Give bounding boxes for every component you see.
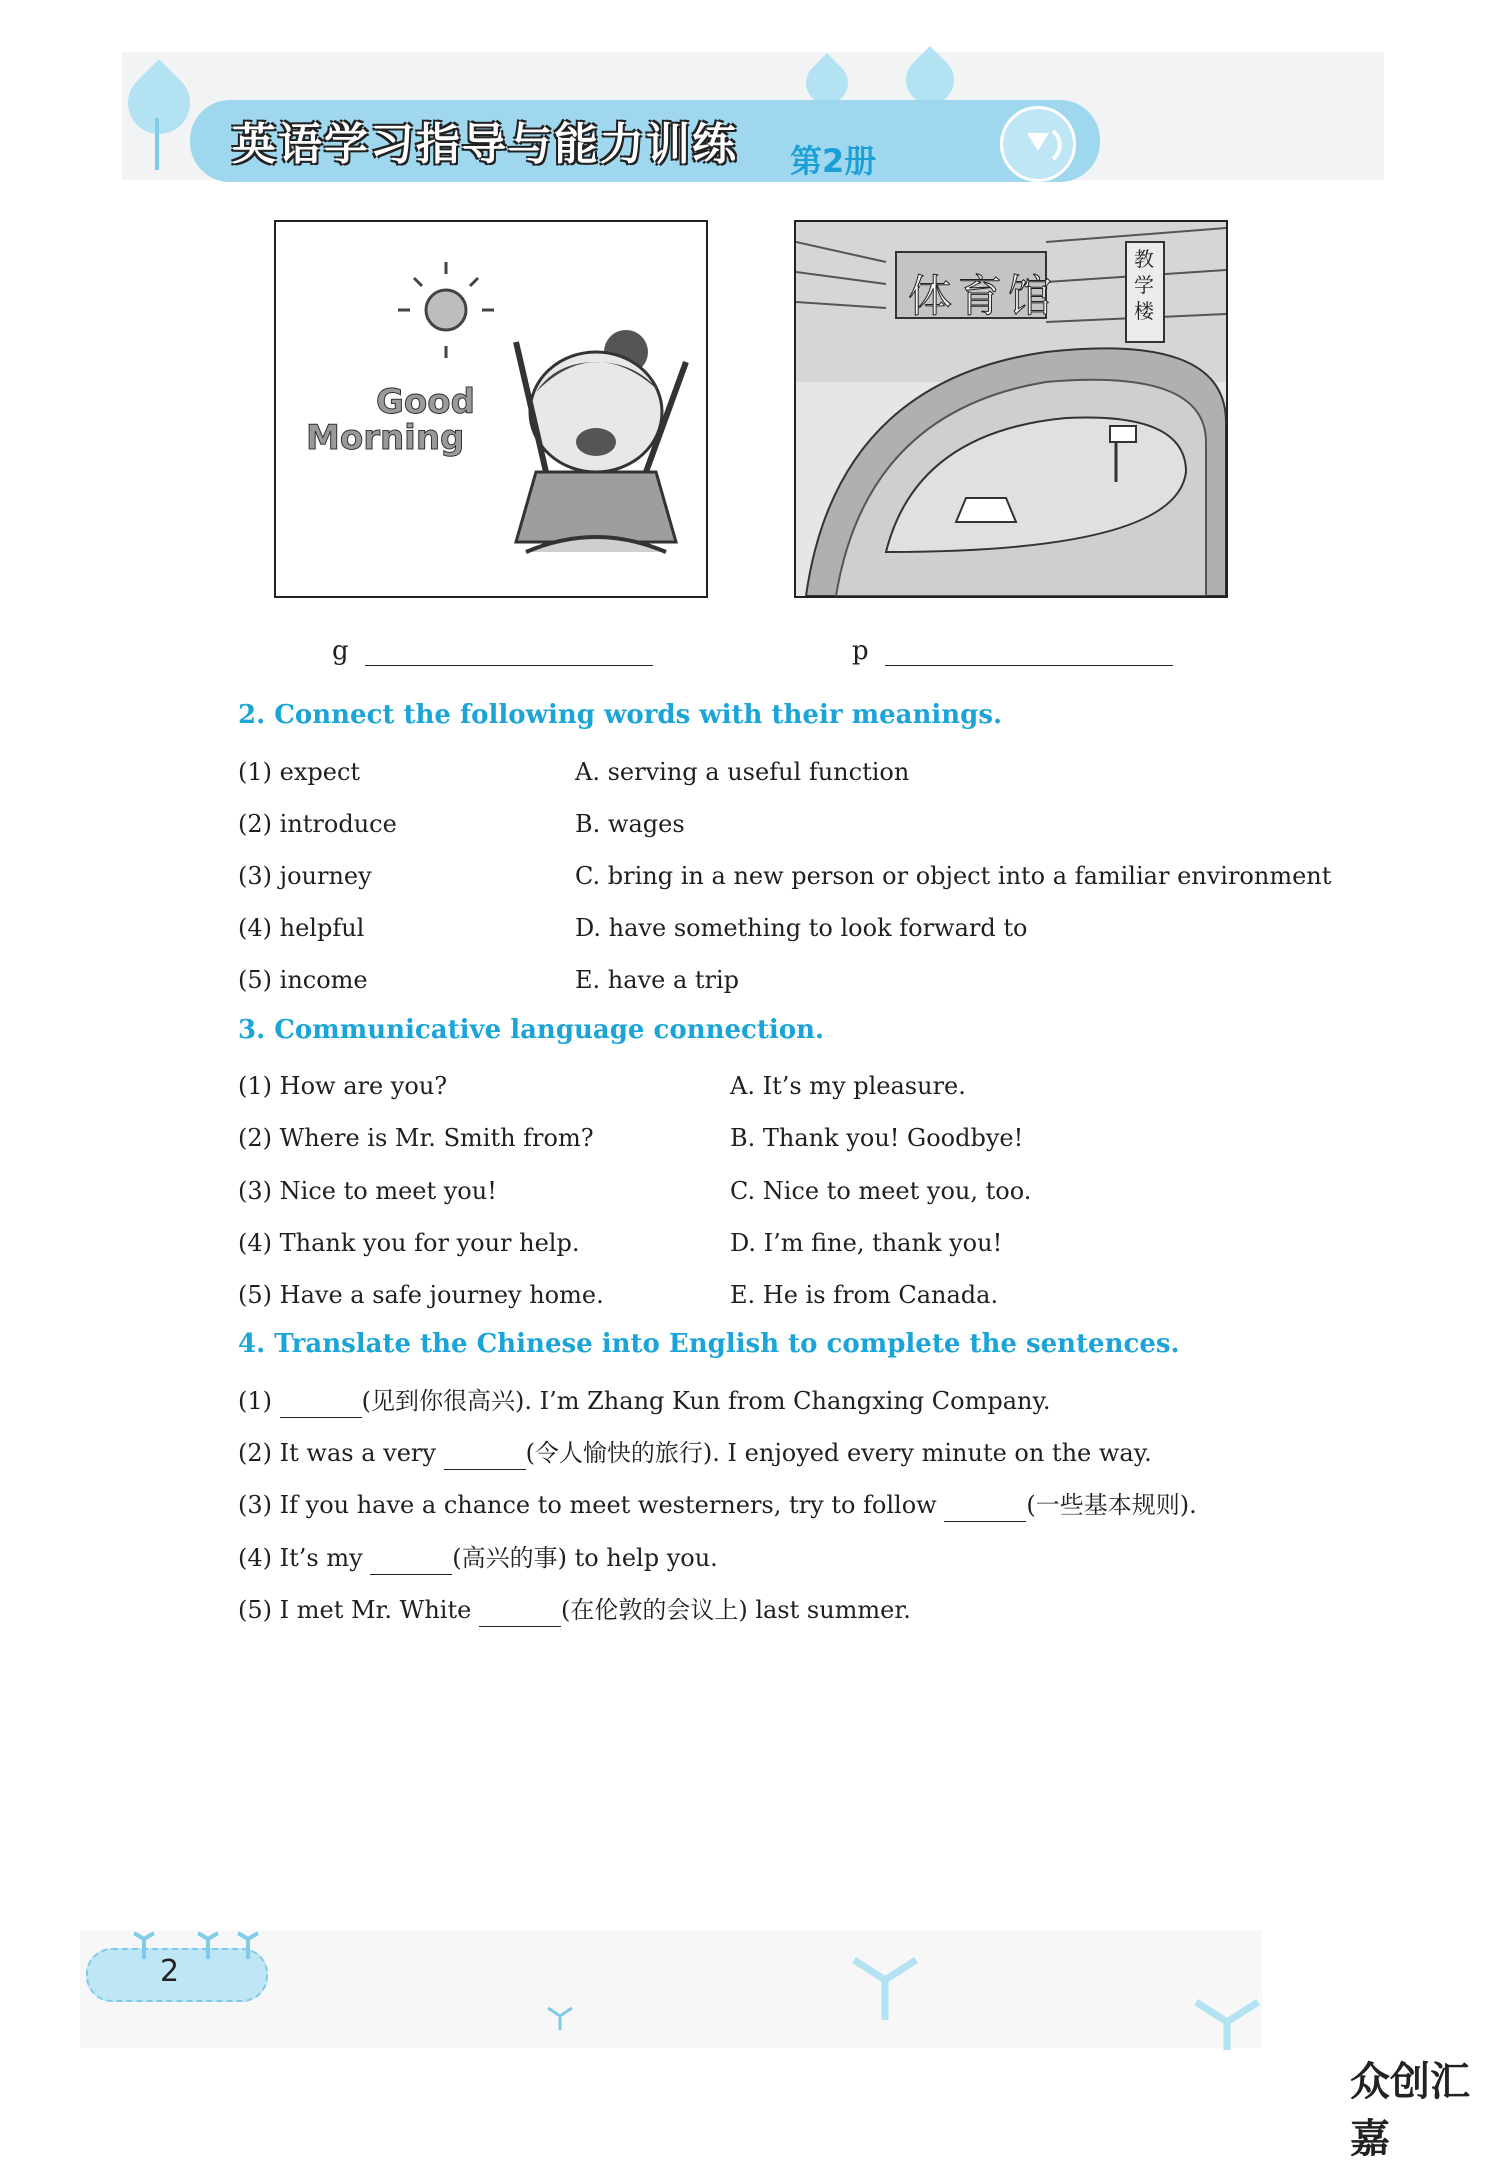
sprout-icon bbox=[1192, 1994, 1262, 2050]
answer-blank[interactable] bbox=[370, 1574, 452, 1575]
good-morning-picture bbox=[274, 220, 708, 598]
sentence-item: (1) (见到你很高兴). I’m Zhang Kun from Changxing Company. bbox=[238, 1384, 1050, 1418]
list-item: (4) helpful bbox=[238, 914, 365, 942]
answer-blank[interactable] bbox=[885, 665, 1173, 666]
list-item: B. wages bbox=[575, 810, 685, 838]
sprout-icon bbox=[546, 2004, 574, 2030]
teaching-building-sign: 教学楼 bbox=[1134, 247, 1154, 323]
list-item: B. Thank you! Goodbye! bbox=[730, 1124, 1024, 1152]
list-item: E. have a trip bbox=[575, 966, 740, 994]
answer-line-p bbox=[852, 636, 1173, 666]
answer-blank[interactable] bbox=[944, 1521, 1026, 1522]
gymnasium-picture bbox=[794, 220, 1228, 598]
list-item: C. Nice to meet you, too. bbox=[730, 1177, 1032, 1205]
greeting-text-2: Morning bbox=[306, 418, 465, 458]
list-item: (5) Have a safe journey home. bbox=[238, 1281, 604, 1309]
watermark: 众创汇嘉 bbox=[1350, 2059, 1470, 2162]
sentence-item: (5) I met Mr. White (在伦敦的会议上) last summer. bbox=[238, 1593, 911, 1627]
greeting-text-1: Good bbox=[376, 382, 475, 422]
list-item: A. serving a useful function bbox=[575, 758, 910, 786]
list-item: (3) Nice to meet you! bbox=[238, 1177, 497, 1205]
section-4-heading: 4. Translate the Chinese into English to complete the sentences. bbox=[238, 1329, 1180, 1359]
answer-blank[interactable] bbox=[479, 1626, 561, 1627]
section-3-heading: 3. Communicative language connection. bbox=[238, 1015, 825, 1045]
list-item: C. bring in a new person or object into a familiar environment bbox=[575, 862, 1332, 890]
list-item: (5) income bbox=[238, 966, 368, 994]
list-item: (3) journey bbox=[238, 862, 372, 890]
answer-prefix: g bbox=[332, 636, 349, 666]
answer-line-g bbox=[332, 636, 653, 666]
play-icon bbox=[1000, 106, 1076, 182]
sun-icon bbox=[426, 290, 466, 330]
section-2-heading: 2. Connect the following words with their meanings. bbox=[238, 700, 1003, 730]
sprout-icon bbox=[850, 1950, 920, 2020]
list-item: (1) How are you? bbox=[238, 1072, 448, 1100]
stem-decoration bbox=[155, 118, 159, 170]
sentence-item: (3) If you have a chance to meet westerners, try to follow (一些基本规则). bbox=[238, 1488, 1197, 1522]
book-title: 英语学习指导与能力训练 bbox=[232, 119, 738, 170]
answer-prefix: p bbox=[852, 636, 869, 666]
list-item: (2) introduce bbox=[238, 810, 397, 838]
list-item: (4) Thank you for your help. bbox=[238, 1229, 580, 1257]
list-item: E. He is from Canada. bbox=[730, 1281, 999, 1309]
gym-sign: 体育馆 bbox=[908, 271, 1058, 322]
list-item: (2) Where is Mr. Smith from? bbox=[238, 1124, 594, 1152]
sentence-item: (4) It’s my (高兴的事) to help you. bbox=[238, 1541, 718, 1575]
page-number: 2 bbox=[160, 1954, 180, 1989]
answer-blank[interactable] bbox=[365, 665, 653, 666]
list-item: D. have something to look forward to bbox=[575, 914, 1028, 942]
sprout-icon bbox=[130, 1925, 270, 1959]
sentence-item: (2) It was a very (令人愉快的旅行). I enjoyed every minute on the way. bbox=[238, 1436, 1152, 1470]
list-item: D. I’m fine, thank you! bbox=[730, 1229, 1003, 1257]
answer-blank[interactable] bbox=[444, 1469, 526, 1470]
list-item: (1) expect bbox=[238, 758, 361, 786]
volume-label: 第2册 bbox=[790, 142, 877, 180]
answer-blank[interactable] bbox=[280, 1417, 362, 1418]
list-item: A. It’s my pleasure. bbox=[730, 1072, 966, 1100]
